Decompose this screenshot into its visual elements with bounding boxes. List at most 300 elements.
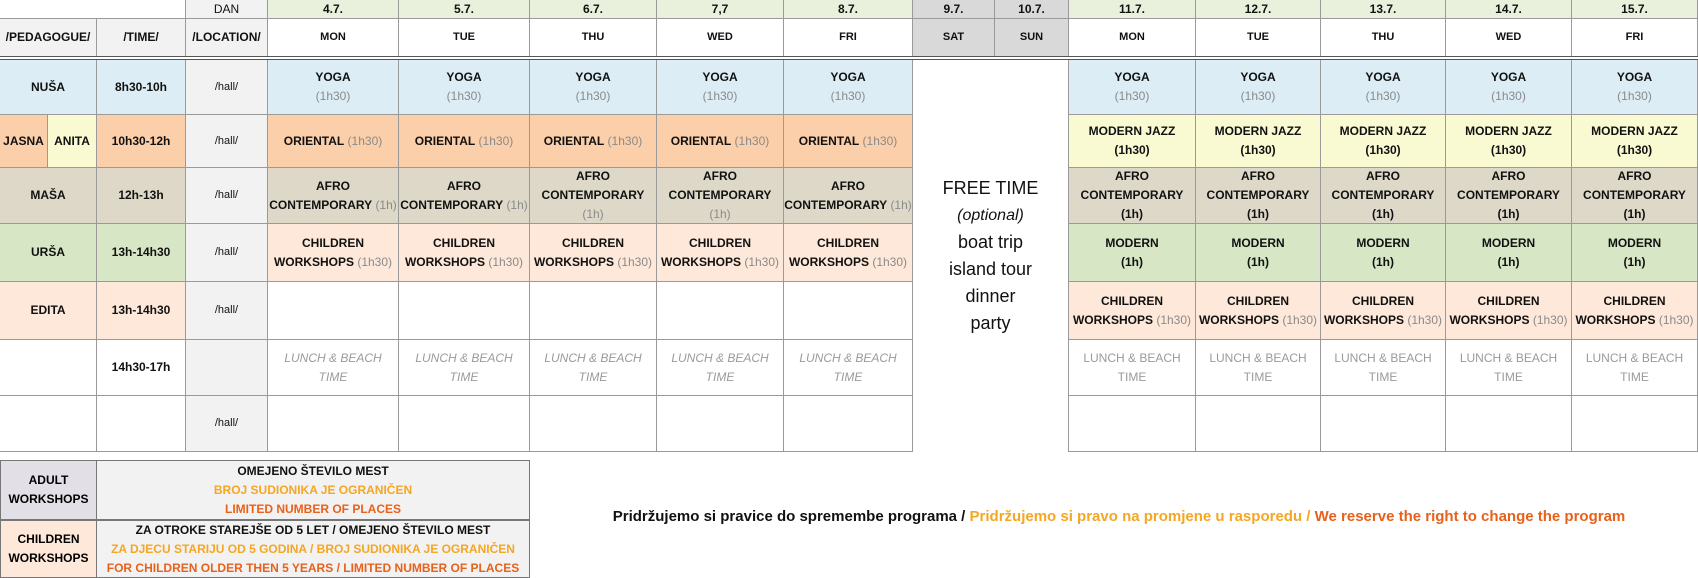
class-duration: (1h30) — [488, 254, 524, 269]
cell-line — [542, 186, 645, 205]
activity-children-workshops — [1446, 282, 1572, 340]
teacher-name: URŠA — [30, 245, 65, 259]
cell-line — [302, 234, 364, 253]
cell-line — [1478, 292, 1540, 311]
cell-line — [1494, 368, 1523, 387]
class-duration: (1h30) — [478, 133, 514, 148]
header-date — [1321, 0, 1446, 19]
cell-line — [1199, 311, 1317, 330]
class-name: ORIENTAL — [414, 133, 476, 148]
cell-line — [943, 0, 963, 19]
class-duration: (1h30) — [1282, 312, 1318, 327]
activity-yoga — [657, 60, 784, 115]
cell-line — [1121, 253, 1143, 272]
cell-line — [433, 234, 495, 253]
class-name: ORIENTAL — [670, 133, 732, 148]
class-name: WORKSHOPS — [273, 254, 354, 269]
class-duration: (1h) — [1121, 207, 1143, 221]
cell-line — [943, 28, 964, 47]
empty-slot — [784, 282, 913, 340]
cell-line — [1365, 141, 1400, 160]
header-day — [1446, 19, 1572, 57]
class-duration: (1h30) — [617, 254, 653, 269]
class-name: AFRO — [1115, 169, 1149, 183]
time-label: /TIME/ — [123, 30, 159, 44]
class-name: ORIENTAL — [543, 133, 605, 148]
header-date — [1446, 0, 1572, 19]
cell-line — [1115, 168, 1149, 186]
class-name: MODERN — [1481, 235, 1536, 250]
cell-line — [1020, 28, 1043, 47]
class-duration: (1h30) — [1114, 89, 1150, 103]
teacher-cell — [48, 115, 97, 168]
cell-line — [1241, 168, 1275, 186]
lunch-label: LUNCH & BEACH — [1334, 350, 1432, 365]
cell-line — [1372, 253, 1394, 272]
header-blank — [0, 0, 186, 19]
class-duration: (1h) — [1623, 254, 1646, 269]
program-change-notice: Pridržujemo si pravice do spremembe programa / Pridržujemo si pravo na promjene u rasporedu / We reserve the right to change the program — [612, 508, 1626, 525]
cell-line — [112, 243, 171, 262]
cell-line — [544, 349, 641, 368]
location-value: /hall/ — [214, 417, 239, 429]
cell-line — [712, 0, 729, 19]
activity-afro-contemporary — [1321, 168, 1446, 224]
cell-line — [323, 0, 343, 19]
class-duration: (1h) — [1247, 254, 1269, 269]
activity-yoga — [530, 60, 657, 115]
cell-line — [1366, 168, 1400, 186]
lunch-label: TIME — [318, 369, 348, 384]
lunch-label: TIME — [1620, 369, 1649, 384]
cell-line — [1119, 28, 1145, 47]
date-label: 9.7. — [943, 1, 964, 16]
activity-modern-jazz — [1196, 115, 1321, 168]
empty-slot — [1069, 396, 1196, 452]
time-value: 13h-14h30 — [111, 245, 171, 259]
class-name: CHILDREN — [1477, 293, 1540, 308]
cell-line — [582, 28, 605, 47]
cell-line — [1449, 311, 1567, 330]
class-name: CONTEMPORARY — [784, 197, 888, 212]
lunch-label: TIME — [1368, 369, 1398, 384]
cell-line — [118, 186, 163, 205]
cell-line — [1247, 253, 1269, 272]
location-value: /hall/ — [214, 304, 239, 316]
class-name: YOGA — [1240, 70, 1276, 84]
class-name: WORKSHOPS — [1323, 312, 1404, 327]
cell-line — [1215, 122, 1302, 141]
header-date — [1196, 0, 1321, 19]
location-cell — [186, 224, 268, 282]
lunch-label: TIME — [1117, 369, 1147, 384]
cell-line — [1114, 141, 1149, 160]
cell-line — [789, 253, 907, 272]
cell-line — [703, 87, 738, 106]
activity-children-workshops — [530, 224, 657, 282]
cell-line — [1608, 234, 1661, 253]
location-cell — [186, 168, 268, 224]
cell-line — [284, 349, 381, 368]
cell-line — [1081, 186, 1184, 205]
class-duration: (1h30) — [872, 254, 908, 269]
cell-line — [1119, 0, 1145, 19]
cell-line — [215, 186, 238, 205]
cell-line — [1240, 141, 1275, 160]
class-duration: (1h) — [709, 207, 731, 221]
class-name: CONTEMPORARY — [541, 188, 645, 202]
cell-line — [830, 68, 865, 87]
cell-line — [1457, 186, 1560, 205]
lunch-label: TIME — [1243, 369, 1273, 384]
activity-children-workshops — [1321, 282, 1446, 340]
time-cell — [97, 224, 186, 282]
cell-line — [1496, 28, 1522, 47]
activity-modern — [1321, 224, 1446, 282]
cell-line — [1227, 292, 1289, 311]
free-time-item: party — [970, 313, 1011, 333]
class-name: AFRO — [1241, 169, 1275, 183]
lunch-label: LUNCH & BEACH — [415, 350, 513, 365]
activity-oriental — [399, 115, 530, 168]
header-date — [268, 0, 399, 19]
class-duration: (1h30) — [1240, 143, 1276, 157]
teacher-cell — [0, 340, 97, 396]
cell-line — [315, 68, 350, 87]
header-dan — [186, 0, 268, 19]
header-day — [1572, 19, 1698, 57]
cell-line — [215, 414, 238, 433]
activity-lunch-beach — [1321, 340, 1446, 396]
activity-children-workshops — [657, 224, 784, 282]
cell-line — [661, 253, 779, 272]
location-cell — [186, 282, 268, 340]
cell-line — [1231, 234, 1284, 253]
class-duration: (1h30) — [734, 133, 770, 148]
class-duration: (1h) — [375, 197, 397, 212]
activity-yoga — [1196, 60, 1321, 115]
class-duration: (1h) — [1623, 207, 1646, 221]
cell-line — [1624, 205, 1646, 224]
cell-line — [1247, 28, 1269, 47]
day-label: MON — [320, 31, 346, 43]
lunch-label: LUNCH & BEACH — [1459, 350, 1558, 365]
class-duration: (1h30) — [862, 133, 898, 148]
class-duration: (1h) — [890, 197, 912, 212]
cell-line — [1118, 368, 1147, 387]
cell-line — [112, 358, 171, 377]
activity-children-workshops — [399, 224, 530, 282]
class-name: AFRO — [447, 178, 481, 193]
location-value: /hall/ — [214, 246, 239, 258]
class-duration: (1h30) — [575, 89, 611, 103]
free-time-title: FREE TIME — [942, 178, 1039, 198]
cell-line — [269, 196, 397, 215]
location-value: /hall/ — [214, 189, 239, 201]
cell-line — [1492, 168, 1526, 186]
activity-lunch-beach — [1572, 340, 1698, 396]
class-duration: (1h30) — [1365, 89, 1401, 103]
activity-oriental — [268, 115, 399, 168]
cell-line — [1372, 28, 1395, 47]
activity-lunch-beach — [268, 340, 399, 396]
legend-adult-value: OMEJENO ŠTEVILO MEST BROJ SUDIONIKA JE OGRANIČEN LIMITED NUMBER OF PLACES — [97, 460, 530, 520]
activity-modern — [1572, 224, 1698, 282]
location-cell — [186, 340, 268, 396]
cell-line — [1209, 349, 1306, 368]
header-day — [1321, 19, 1446, 57]
cell-line — [1352, 292, 1414, 311]
class-name: YOGA — [1490, 70, 1527, 84]
activity-children-workshops — [1069, 282, 1196, 340]
cell-line — [1241, 87, 1276, 106]
class-duration: (1h) — [1372, 207, 1394, 221]
class-name: CHILDREN — [689, 235, 751, 250]
cell-line — [839, 28, 857, 47]
cell-line — [215, 243, 238, 262]
cell-line — [447, 87, 482, 106]
location-cell — [186, 60, 268, 115]
header-date — [1069, 0, 1196, 19]
activity-afro-contemporary — [1446, 168, 1572, 224]
legend-adult-key: ADULT WORKSHOPS — [0, 460, 97, 520]
lunch-label: LUNCH & BEACH — [1083, 350, 1181, 365]
class-name: AFRO — [316, 178, 350, 193]
day-label: THU — [581, 31, 605, 43]
teacher-name: JASNA — [3, 133, 44, 148]
day-label: TUE — [1247, 31, 1269, 43]
class-duration: (1h) — [1247, 207, 1269, 221]
class-name: MODERN JAZZ — [1088, 124, 1176, 138]
class-name: ORIENTAL — [798, 133, 860, 148]
location-label: /LOCATION/ — [192, 30, 261, 44]
free-time-item: island tour — [948, 259, 1033, 279]
cell-line — [534, 253, 652, 272]
cell-line — [112, 301, 171, 320]
activity-lunch-beach — [784, 340, 913, 396]
lunch-label: TIME — [578, 369, 608, 384]
cell-line — [1586, 349, 1683, 368]
cell-line — [284, 132, 382, 151]
day-label: FRI — [1625, 31, 1644, 43]
cell-line — [1365, 68, 1400, 87]
activity-afro-contemporary — [399, 168, 530, 224]
cell-line — [1495, 0, 1522, 19]
empty-slot — [657, 282, 784, 340]
activity-modern-jazz — [1069, 115, 1196, 168]
class-name: AFRO — [703, 169, 737, 183]
time-value: 10h30-12h — [111, 133, 171, 148]
location-cell — [186, 396, 268, 452]
date-label: 8.7. — [837, 1, 858, 16]
class-duration: (1h30) — [1617, 89, 1652, 103]
activity-oriental — [657, 115, 784, 168]
header-date — [657, 0, 784, 19]
teacher-cell — [0, 224, 97, 282]
class-name: CHILDREN — [1101, 293, 1163, 308]
cell-line — [671, 132, 769, 151]
teacher-name: MAŠA — [30, 188, 66, 202]
cell-line — [1105, 234, 1158, 253]
cell-line — [689, 234, 751, 253]
class-duration: (1h30) — [1114, 143, 1150, 157]
lunch-label: LUNCH & BEACH — [1585, 350, 1684, 365]
empty-slot — [657, 396, 784, 452]
dan-label: DAN — [213, 1, 240, 16]
cell-line — [454, 0, 474, 19]
header-day — [530, 19, 657, 57]
empty-slot — [1196, 396, 1321, 452]
lunch-label: LUNCH & BEACH — [284, 350, 382, 365]
cell-line — [1583, 186, 1686, 205]
cell-line — [1575, 311, 1693, 330]
cell-line — [709, 205, 730, 224]
cell-line — [3, 132, 44, 151]
header-day — [784, 19, 913, 57]
activity-modern — [1446, 224, 1572, 282]
cell-line — [799, 132, 897, 151]
class-name: ORIENTAL — [283, 133, 345, 148]
cell-line — [669, 186, 772, 205]
cell-line — [1244, 368, 1273, 387]
class-duration: (1h30) — [1658, 312, 1694, 327]
class-name: CHILDREN — [433, 235, 495, 250]
activity-lunch-beach — [399, 340, 530, 396]
activity-oriental — [530, 115, 657, 168]
cell-line — [1332, 186, 1435, 205]
cell-line — [415, 349, 512, 368]
time-value: 8h30-10h — [114, 79, 168, 94]
cell-line — [834, 368, 863, 387]
cell-line — [316, 87, 351, 106]
day-label: SAT — [942, 31, 965, 43]
class-name: CONTEMPORARY — [400, 197, 504, 212]
free-time-optional: (optional) — [957, 207, 1024, 224]
cell-line — [112, 132, 171, 151]
day-label: MON — [1119, 31, 1145, 43]
class-name: CHILDREN — [302, 235, 364, 250]
lunch-label: TIME — [705, 369, 735, 384]
class-name: MODERN JAZZ — [1591, 124, 1678, 138]
activity-modern-jazz — [1572, 115, 1698, 168]
class-duration: (1h30) — [744, 254, 780, 269]
activity-yoga — [268, 60, 399, 115]
class-name: MODERN — [1607, 235, 1662, 250]
activity-modern — [1069, 224, 1196, 282]
cell-line — [1491, 68, 1526, 87]
time-value: 12h-13h — [118, 188, 164, 202]
empty-slot — [784, 396, 913, 452]
empty-slot — [399, 282, 530, 340]
class-duration: (1h30) — [1532, 312, 1568, 327]
cell-line — [274, 253, 392, 272]
header-date — [530, 0, 657, 19]
class-name: WORKSHOPS — [1198, 312, 1279, 327]
activity-yoga — [1321, 60, 1446, 115]
cell-line — [817, 234, 879, 253]
header-date — [913, 0, 995, 19]
day-label: WED — [707, 31, 733, 43]
cell-line — [54, 132, 90, 151]
header-date — [1572, 0, 1698, 19]
empty-slot — [268, 282, 399, 340]
class-name: CONTEMPORARY — [269, 197, 373, 212]
class-name: CONTEMPORARY — [1080, 188, 1184, 202]
header-divider — [0, 56, 1698, 60]
header-date — [399, 0, 530, 19]
lunch-label: TIME — [449, 369, 479, 384]
date-label: 10.7. — [1018, 1, 1045, 16]
cell-line — [192, 28, 260, 47]
free-time-block — [913, 60, 1069, 452]
cell-line — [1247, 205, 1269, 224]
cell-line — [115, 78, 167, 97]
class-name: CONTEMPORARY — [1583, 188, 1686, 202]
class-name: CONTEMPORARY — [1457, 188, 1560, 202]
cell-line — [703, 168, 737, 186]
class-name: MODERN — [1231, 235, 1285, 250]
cell-line — [1356, 234, 1409, 253]
class-duration: (1h30) — [1616, 143, 1653, 157]
class-duration: (1h) — [1497, 254, 1520, 269]
location-cell — [186, 115, 268, 168]
class-duration: (1h30) — [315, 89, 351, 103]
cell-line — [799, 349, 896, 368]
date-label: 11.7. — [1118, 1, 1146, 16]
class-duration: (1h30) — [357, 254, 393, 269]
class-name: AFRO — [1366, 169, 1400, 183]
day-label: TUE — [453, 31, 475, 43]
activity-children-workshops — [268, 224, 399, 282]
cell-line — [544, 132, 642, 151]
cell-line — [215, 78, 238, 97]
empty-slot — [530, 396, 657, 452]
legend-children-value: ZA OTROKE STAREJŠE OD 5 LET / OMEJENO ŠTEVILO MEST ZA DJECU STARIJU OD 5 GODINA / BROJ SUDIONIKA JE OGRANIČEN FOR CHILDREN OLDER THEN 5 YEARS / LIMITED NUMBER OF PLACES — [97, 520, 530, 578]
free-time-item: boat trip — [957, 232, 1024, 252]
lunch-label: LUNCH & BEACH — [671, 350, 769, 365]
cell-line — [1240, 68, 1275, 87]
cell-line — [1245, 0, 1272, 19]
cell-line — [415, 132, 513, 151]
class-name: AFRO — [1617, 169, 1652, 183]
class-name: YOGA — [1365, 70, 1401, 84]
class-duration: (1h30) — [1407, 312, 1443, 327]
teacher-name: EDITA — [30, 303, 66, 317]
class-name: CHILDREN — [1352, 293, 1414, 308]
cell-line — [1465, 122, 1552, 141]
teacher-name: NUŠA — [30, 79, 65, 94]
class-name: WORKSHOPS — [660, 254, 741, 269]
class-name: CHILDREN — [562, 235, 624, 250]
location-value: /hall/ — [214, 80, 239, 93]
free-time-item: dinner — [965, 286, 1016, 306]
cell-line — [583, 0, 603, 19]
date-label: 12.7. — [1244, 1, 1272, 16]
activity-yoga — [1572, 60, 1698, 115]
cell-line — [1482, 234, 1535, 253]
time-value: 13h-14h30 — [111, 303, 171, 317]
cell-line — [1207, 186, 1310, 205]
pedagogue-label: /PEDAGOGUE/ — [5, 30, 91, 44]
cell-line — [1089, 122, 1176, 141]
time-cell — [97, 282, 186, 340]
cell-line — [316, 177, 350, 196]
cell-line — [707, 28, 733, 47]
cell-line — [576, 87, 611, 106]
class-name: WORKSHOPS — [404, 254, 485, 269]
time-value: 14h30-17h — [111, 360, 171, 374]
cell-line — [1491, 141, 1526, 160]
